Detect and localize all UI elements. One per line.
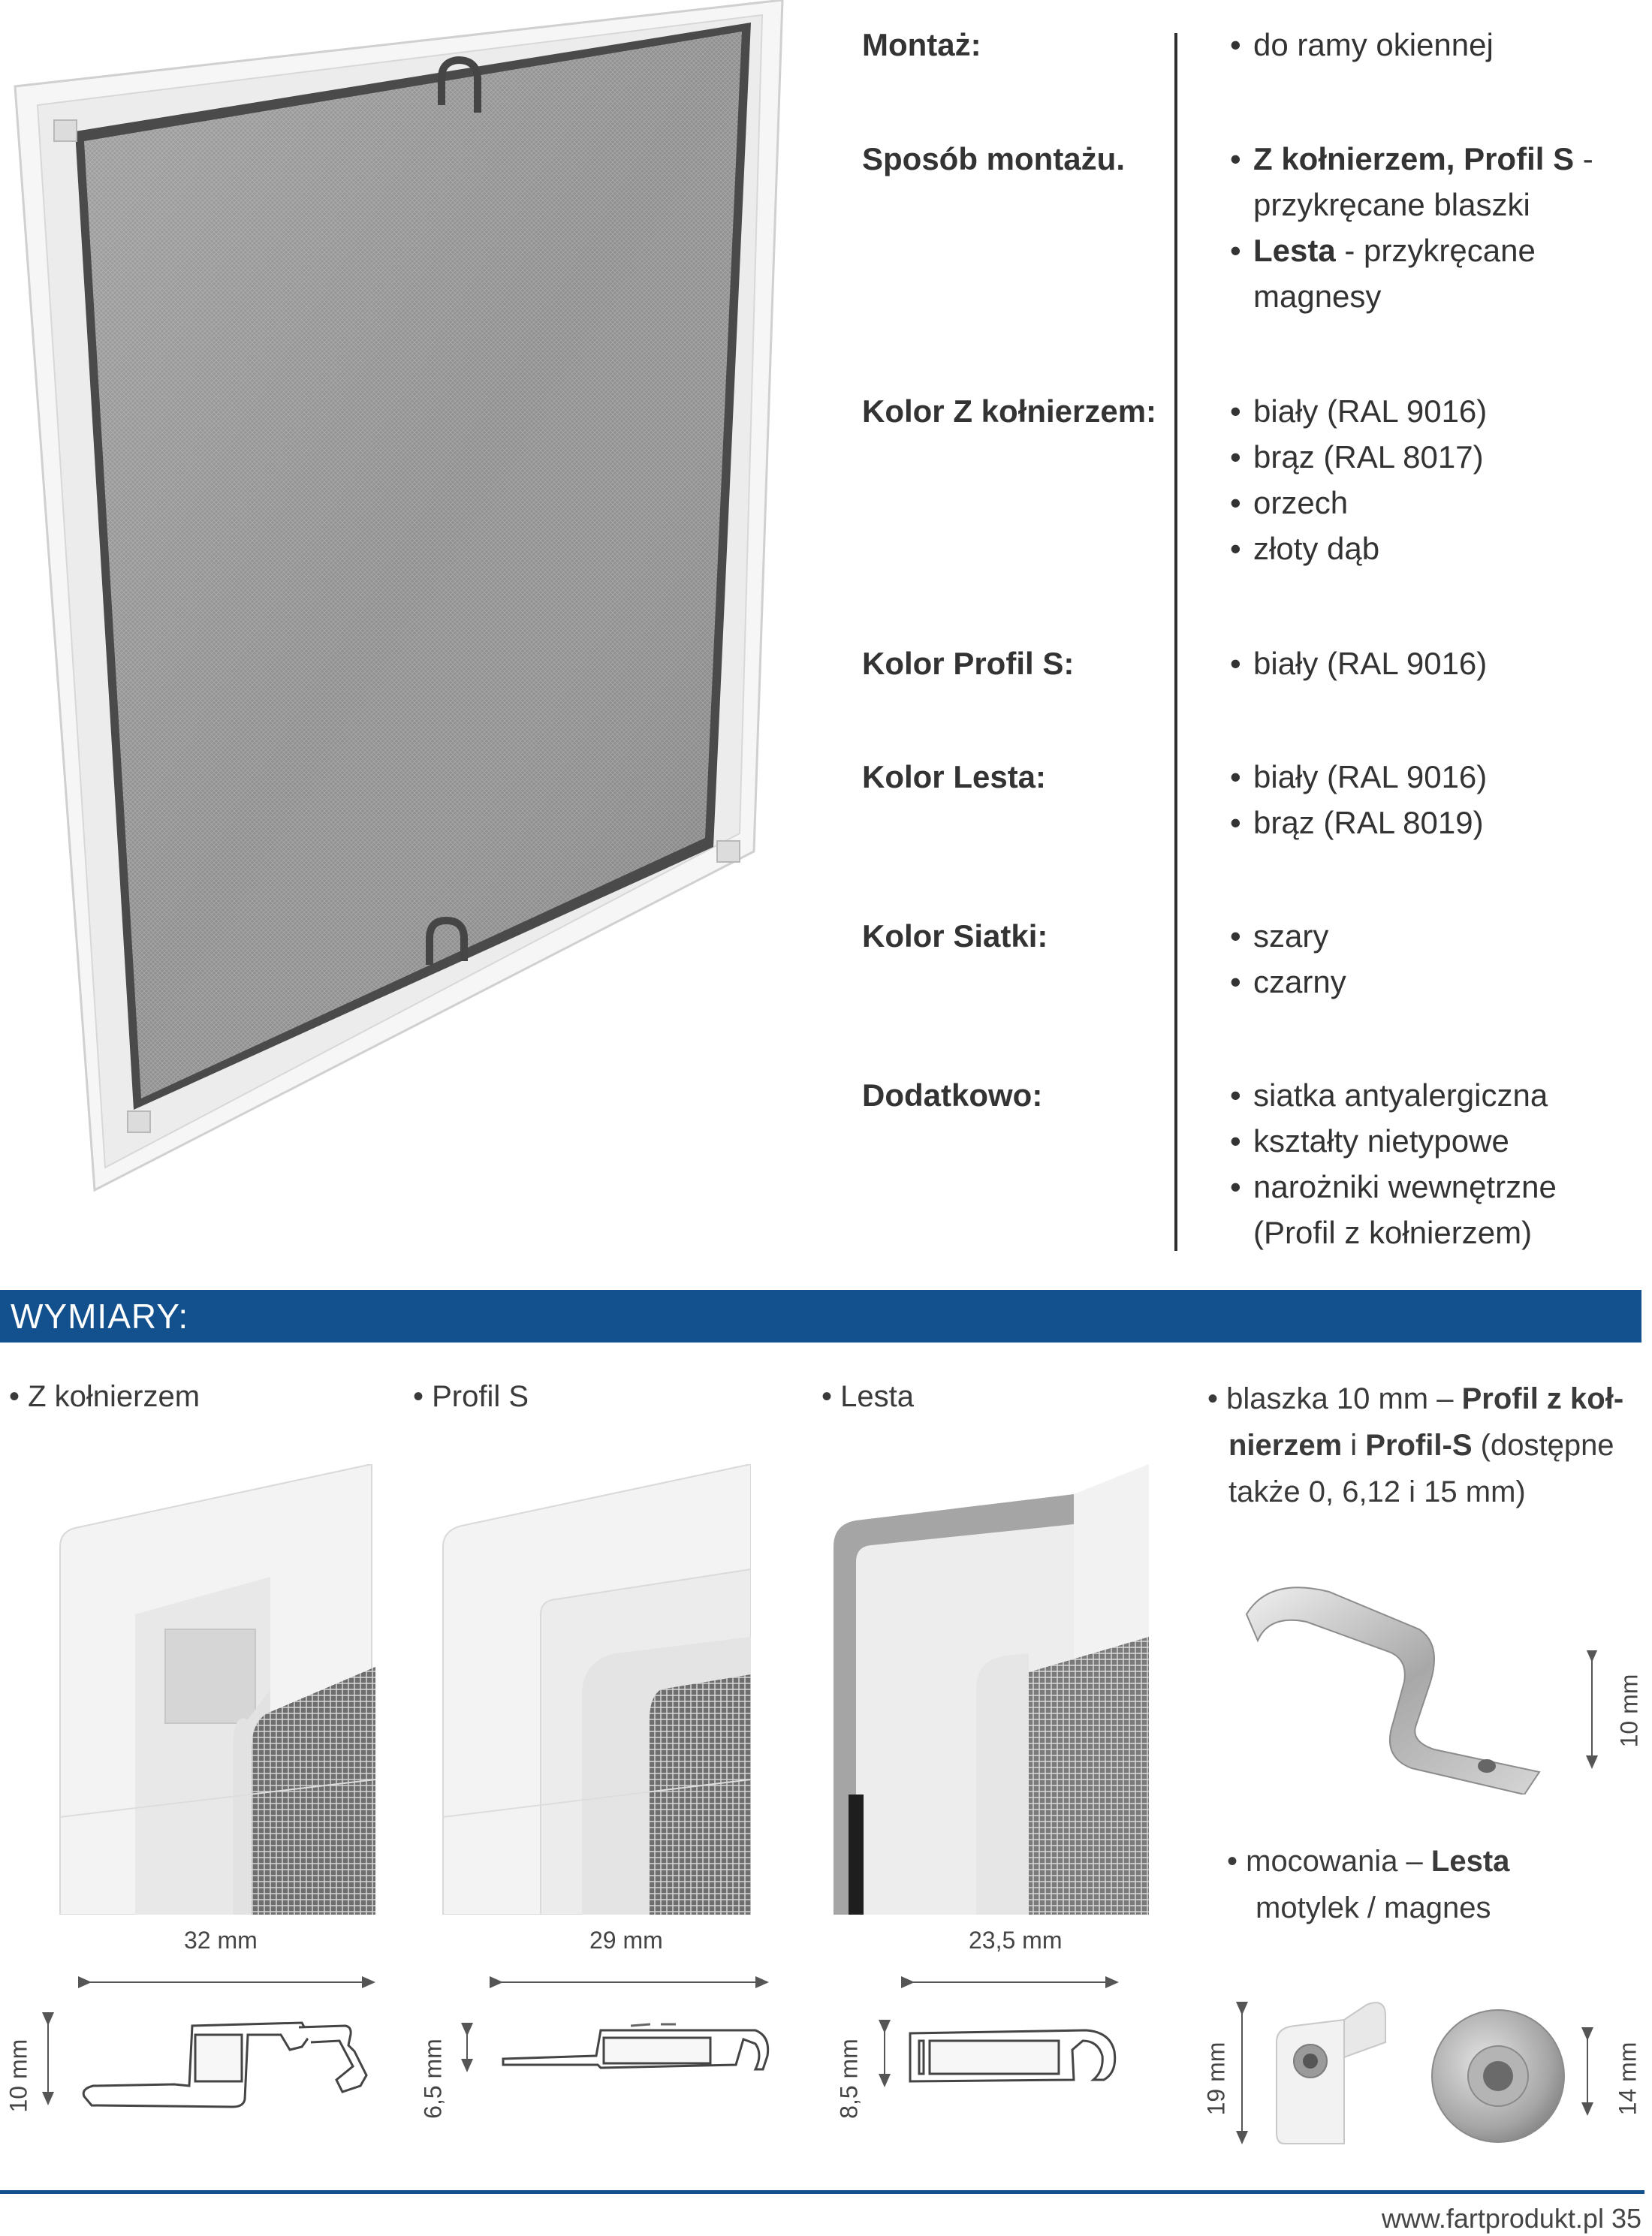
spec-value-line: •szary — [1230, 918, 1329, 954]
profile-cross-sections — [0, 1952, 1652, 2162]
spec-values-dodatkowo — [1230, 1072, 1557, 1255]
spec-values-sposob — [1230, 136, 1593, 319]
profile-cross-section-profil-s — [503, 2024, 768, 2069]
mocowania-note — [1227, 1838, 1509, 1931]
dim-width-kolnierz: 32 mm — [184, 1927, 258, 1954]
variant-label-kolnierz: • Z kołnierzem — [9, 1380, 200, 1413]
spec-value-line: •czarny — [1230, 964, 1346, 999]
spec-value-line: •złoty dąb — [1230, 531, 1380, 566]
mounting-plate-icon — [1239, 1569, 1554, 1795]
spec-label-kolor-siatki: Kolor Siatki: — [862, 918, 1048, 954]
spec-value-line: •siatka antyalergiczna — [1230, 1077, 1548, 1113]
spec-value-line: •kształty nietypowe — [1230, 1123, 1509, 1159]
spec-value-line: •biały (RAL 9016) — [1230, 759, 1488, 794]
spec-value-line: •Lesta - przykręcane — [1230, 233, 1536, 268]
profile-cross-section-kolnierz — [83, 2023, 366, 2107]
spec-label-kolor-lesta: Kolor Lesta: — [862, 759, 1047, 794]
window-screen-illustration — [0, 0, 796, 1216]
spec-value-line: •narożniki wewnętrzne — [1230, 1169, 1557, 1204]
spec-divider — [1174, 33, 1177, 1251]
note-line: • mocowania – Lesta — [1227, 1845, 1510, 1878]
frame-corner-photo-profil-s — [436, 1464, 751, 1915]
spec-value-line: przykręcane blaszki — [1253, 187, 1530, 222]
spec-value-line: •biały (RAL 9016) — [1230, 646, 1488, 681]
dim-height-profil-s: 6,5 mm — [419, 2039, 447, 2119]
dim-height-blaszka: 10 mm — [1615, 1674, 1643, 1748]
section-header-bar — [0, 1290, 1641, 1343]
note-line: nierzem i Profil-S (dostępne — [1228, 1429, 1614, 1462]
spec-values-montaz — [1230, 22, 1494, 68]
frame-corner-photo-lesta — [826, 1464, 1149, 1915]
variant-label-profil-s: • Profil S — [413, 1380, 529, 1413]
dim-arrow-height-blaszka — [1577, 1650, 1607, 1770]
spec-values-kolor-siatki — [1230, 913, 1346, 1005]
spec-label-montaz: Montaż: — [862, 27, 981, 62]
note-line: • blaszka 10 mm – Profil z koł- — [1207, 1382, 1624, 1415]
spec-value-line: •do ramy okiennej — [1230, 27, 1494, 62]
note-line: także 0, 6,12 i 15 mm) — [1228, 1475, 1526, 1508]
dim-height-motylek: 19 mm — [1202, 2042, 1230, 2116]
spec-value-line: •Z kołnierzem, Profil S - — [1230, 141, 1593, 176]
spec-label-dodatkowo: Dodatkowo: — [862, 1077, 1043, 1113]
footer-url-page-number: www.fartprodukt.pl 35 — [1381, 2203, 1641, 2234]
dim-height-lesta: 8,5 mm — [835, 2039, 863, 2119]
profile-cross-section-lesta — [910, 2030, 1115, 2081]
spec-values-kolor-kolnierz — [1230, 388, 1487, 571]
footer-divider — [0, 2190, 1644, 2194]
spec-label-kolor-kolnierz: Kolor Z kołnierzem: — [862, 393, 1157, 429]
frame-corner-photo-kolnierz — [45, 1464, 375, 1915]
spec-value-line: •orzech — [1230, 485, 1349, 520]
variant-label-lesta: • Lesta — [821, 1380, 914, 1413]
spec-value-line: •biały (RAL 9016) — [1230, 393, 1488, 429]
spec-label-sposob: Sposób montażu. — [862, 141, 1125, 176]
dim-height-magnes: 14 mm — [1614, 2042, 1641, 2116]
spec-label-kolor-profil-s: Kolor Profil S: — [862, 646, 1075, 681]
section-title: WYMIARY: — [11, 1297, 189, 1336]
spec-value-line: (Profil z kołnierzem) — [1253, 1215, 1533, 1250]
dim-width-profil-s: 29 mm — [589, 1927, 663, 1954]
spec-value-line: magnesy — [1253, 279, 1382, 314]
dim-width-lesta: 23,5 mm — [969, 1927, 1063, 1954]
spec-values-kolor-profil-s — [1230, 640, 1487, 686]
note-line: motylek / magnes — [1256, 1891, 1491, 1924]
blaszka-note — [1207, 1376, 1623, 1515]
spec-values-kolor-lesta — [1230, 754, 1487, 845]
dim-height-kolnierz: 10 mm — [5, 2039, 32, 2113]
spec-value-line: •brąz (RAL 8019) — [1230, 805, 1484, 840]
spec-value-line: •brąz (RAL 8017) — [1230, 439, 1484, 475]
